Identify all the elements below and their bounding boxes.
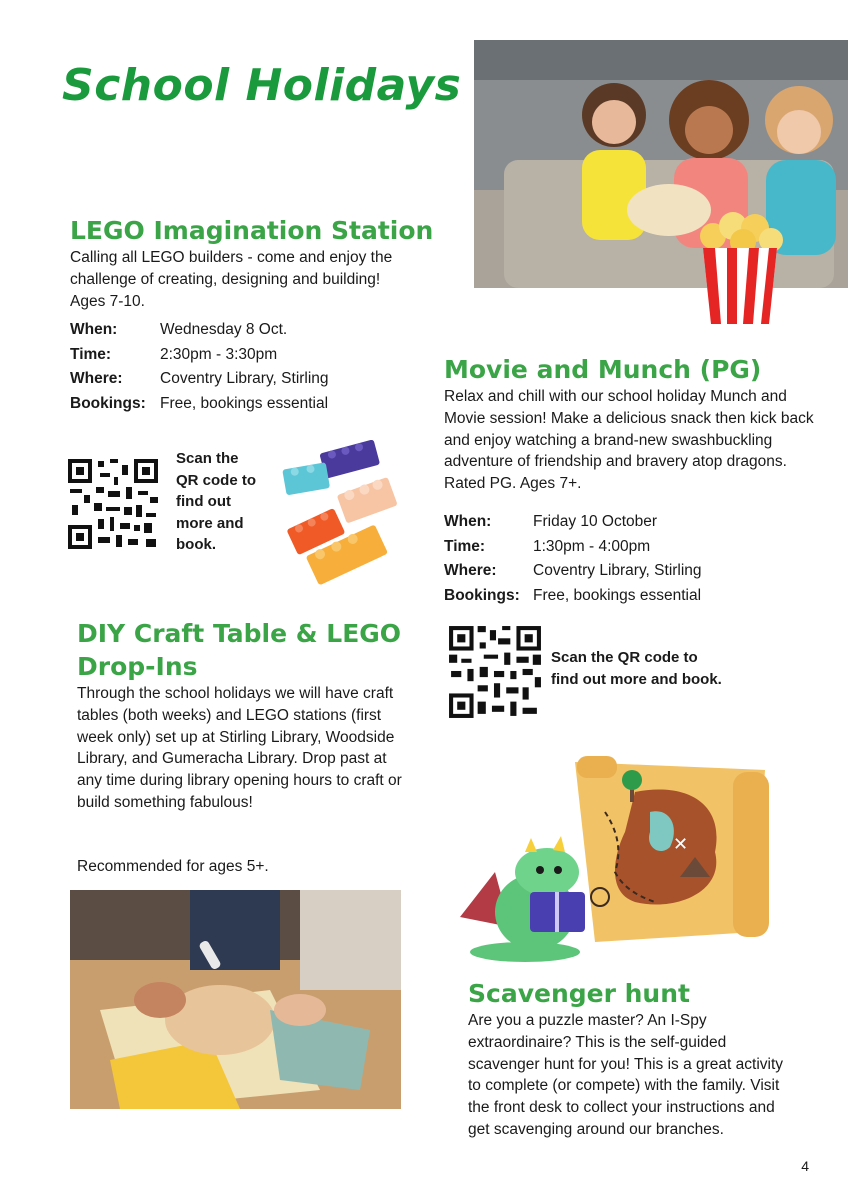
- heading-line: Drop-Ins: [77, 652, 198, 681]
- detail-row: [444, 535, 824, 560]
- lego-scan-text: [176, 448, 256, 556]
- popcorn-icon: [695, 210, 785, 328]
- detail-row: [70, 343, 430, 368]
- detail-value: Coventry Library, Stirling: [160, 370, 329, 388]
- detail-value: 2:30pm - 3:30pm: [160, 345, 278, 363]
- page-title: School Holidays: [62, 60, 462, 111]
- lego-bricks-icon: [280, 440, 402, 590]
- movie-qr-code[interactable]: [447, 624, 543, 720]
- lego-description: Calling all LEGO builders - come and enjoy the challenge of creating, designing and building! Ages 7-10.: [70, 249, 393, 310]
- dragon-treasure-map-illustration: [455, 752, 780, 964]
- detail-value: Coventry Library, Stirling: [533, 562, 702, 580]
- detail-row: [70, 367, 430, 392]
- detail-row: [444, 510, 824, 535]
- movie-description: Relax and chill with our school holiday Munch and Movie session! Make a delicious snack then kick back and enjoy watching a brand-new swashbuckling adventure of friendship and bravery atop dragons. Rated PG. Ages 7+.: [444, 388, 814, 493]
- scan-line: more and: [176, 514, 244, 532]
- diy-description: Through the school holidays we will have craft tables (both weeks) and LEGO stations (first week only) set up at Stirling Library, Woodside Library, and Gumeracha Library. Drop past at any time during library opening hours to craft or build something fabulous!: [77, 685, 402, 811]
- movie-heading: Movie and Munch (PG): [444, 355, 762, 384]
- detail-label: When:: [444, 513, 492, 530]
- kids-movie-photo: [474, 40, 848, 288]
- detail-label: Bookings:: [444, 586, 520, 604]
- movie-scan-text: [551, 647, 722, 690]
- lego-details: [70, 318, 430, 416]
- diy-heading: [77, 617, 401, 683]
- detail-label: Where:: [70, 370, 123, 388]
- detail-label: Time:: [444, 537, 486, 555]
- page-number: 4: [801, 1158, 809, 1174]
- svg-text:✕: ✕: [673, 834, 689, 855]
- detail-label: Bookings:: [70, 394, 146, 412]
- scavenger-description: Are you a puzzle master? An I-Spy extraordinaire? This is the self-guided scavenger hunt for you! This is a great activity to complete (or compete) with the family. Visit the front desk to collect your instructions and get scavenging around our branches.: [468, 1012, 784, 1138]
- scan-line: Scan the: [176, 450, 239, 467]
- detail-label: Time:: [70, 345, 112, 363]
- detail-row: [444, 584, 824, 609]
- detail-value: Free, bookings essential: [533, 586, 702, 604]
- scavenger-heading: Scavenger hunt: [468, 979, 690, 1008]
- detail-value: Wednesday 8 Oct.: [160, 321, 288, 338]
- detail-row: [70, 392, 430, 417]
- craft-table-illustration: [70, 890, 401, 1109]
- craft-table-photo: [70, 890, 401, 1109]
- detail-value: Friday 10 October: [533, 513, 658, 530]
- kids-movie-illustration: [474, 40, 848, 288]
- detail-value: 1:30pm - 4:00pm: [533, 537, 651, 555]
- scan-line: QR code to: [176, 471, 257, 489]
- scan-line: find out more and book.: [551, 670, 722, 688]
- detail-label: Where:: [444, 562, 497, 580]
- scan-line: Scan the QR code to: [551, 649, 698, 666]
- lego-qr-code[interactable]: [66, 457, 160, 551]
- detail-row: [444, 559, 824, 584]
- lego-heading: LEGO Imagination Station: [70, 216, 434, 245]
- scan-line: book.: [176, 536, 216, 553]
- movie-details: [444, 510, 824, 608]
- diy-recommend: Recommended for ages 5+.: [77, 858, 269, 875]
- detail-row: [70, 318, 430, 343]
- detail-label: When:: [70, 321, 118, 338]
- heading-line: DIY Craft Table & LEGO: [77, 619, 402, 648]
- detail-value: Free, bookings essential: [160, 394, 329, 412]
- scan-line: find out: [176, 493, 231, 510]
